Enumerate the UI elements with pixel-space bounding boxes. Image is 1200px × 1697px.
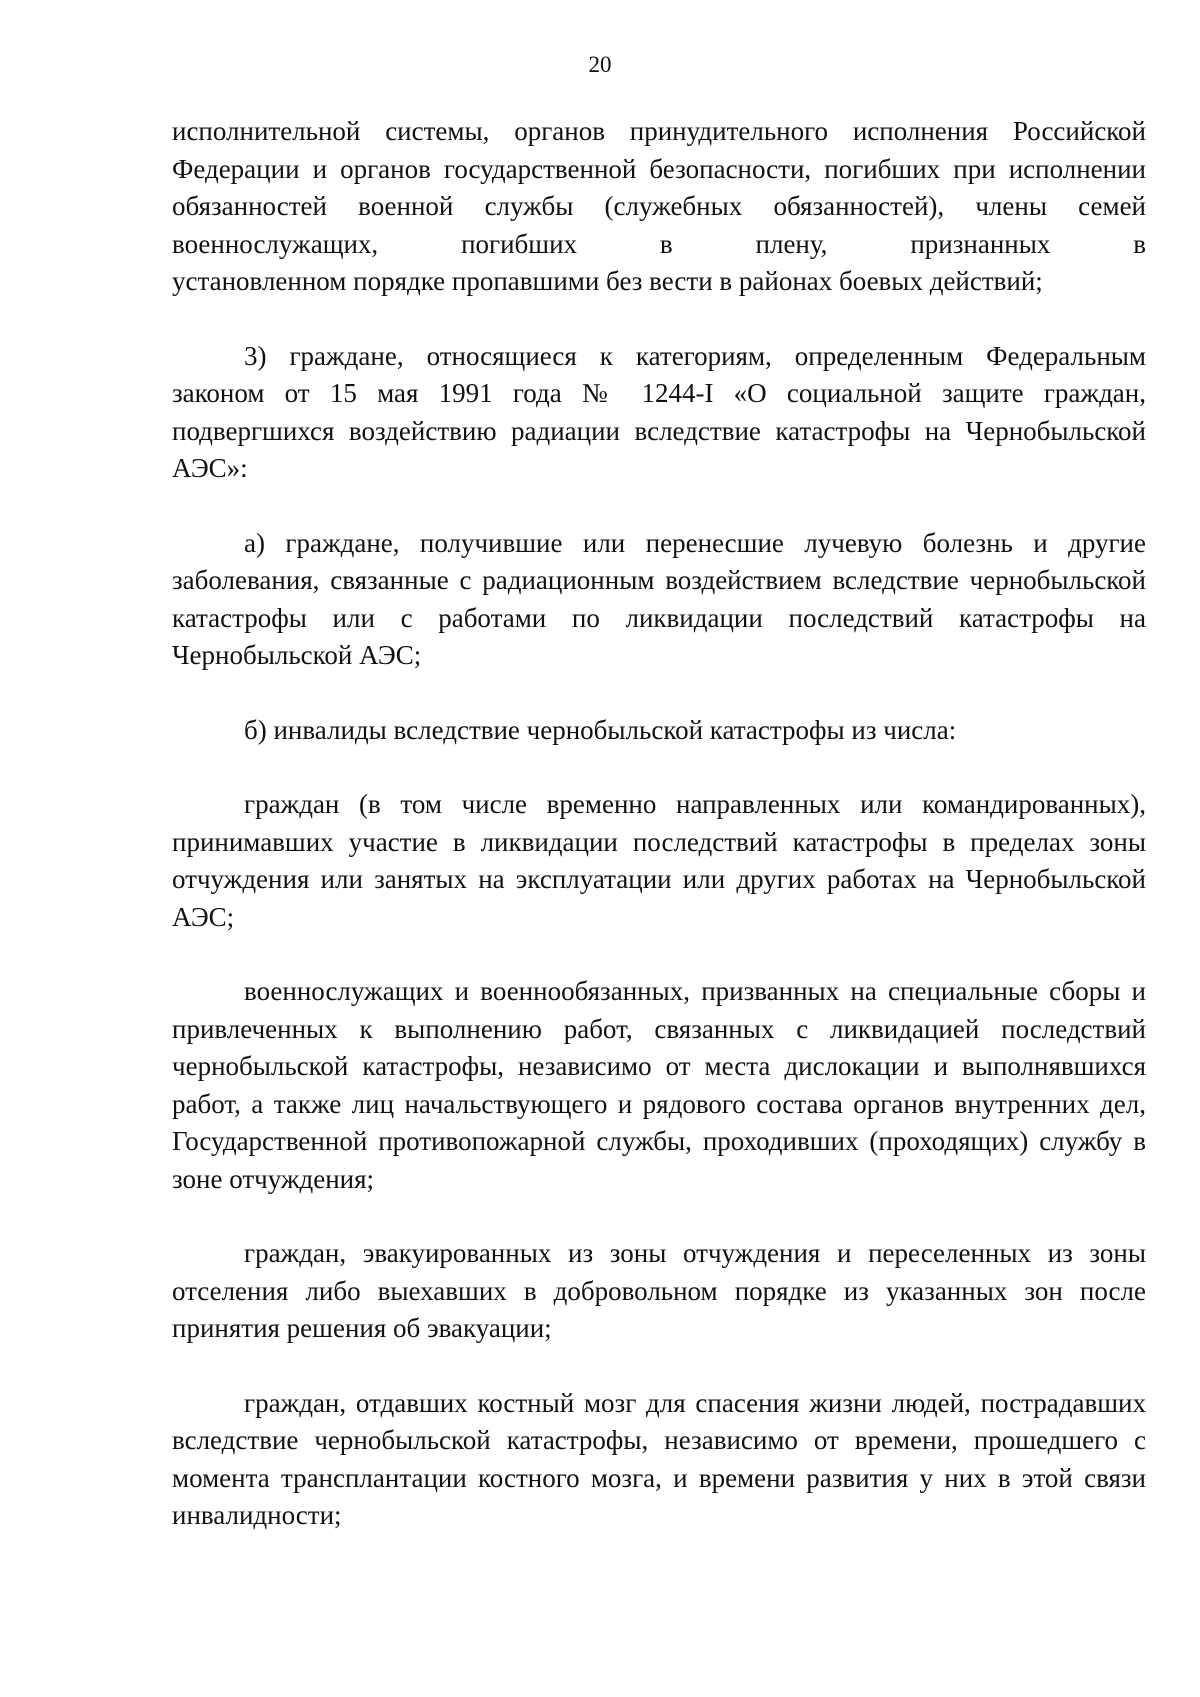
document-body — [172, 113, 1146, 1572]
paragraph-bone-marrow-donors: граждан, отдавших костный мозг для спасения жизни людей, пострадавших вследствие чернобыльской катастрофы, независимо от времени, прошедшего с момента трансплантации костного мозга, и времени развития у них в этой связи инвалидности; — [172, 1387, 1146, 1530]
paragraph-continuation: исполнительной системы, органов принудительного исполнения Российской Федерации и органов государственной безопасности, погибших при исполнении обязанностей военной службы (служебных обязанностей), члены семей военнослужащих, погибших в плену, признанных в — [172, 116, 1146, 259]
paragraph-continuation-last-line: установленном порядке пропавшими без вести в районах боевых действий; — [172, 266, 1043, 296]
paragraph-evacuated-citizens: граждан, эвакуированных из зоны отчуждения и переселенных из зоны отселения либо выехавших в добровольном порядке из указанных зон после принятия решения об эвакуации; — [172, 1238, 1146, 1343]
paragraph-subitem-a: а) граждане, получившие или перенесшие лучевую болезнь и другие заболевания, связанные с радиационным воздействием вследствие чернобыльской катастрофы или с работами по ликвидации последствий катастрофы на Чернобыльской АЭС; — [172, 527, 1146, 670]
paragraph-item-3: 3) граждане, относящиеся к категориям, определенным Федеральным законом от 15 мая 1991 года № 1244-I «О социальной защите граждан, подвергшихся воздействию радиации вследствие катастрофы на Чернобыльской АЭС»: — [172, 340, 1146, 483]
paragraph-citizens-liquidation: граждан (в том числе временно направленных или командированных), принимавших участие в ликвидации последствий катастрофы в пределах зоны отчуждения или занятых на эксплуатации или других работах на Чернобыльской АЭС; — [172, 789, 1146, 932]
paragraph-military-personnel: военнослужащих и военнообязанных, призванных на специальные сборы и привлеченных к выполнению работ, связанных с ликвидацией последствий чернобыльской катастрофы, независимо от места дислокации и выполнявшихся работ, а также лиц начальствующего и рядового состава органов внутренних дел, Государственной противопожарной службы, проходивших (проходящих) службу в зоне отчуждения; — [172, 976, 1146, 1194]
paragraph-subitem-b: б) инвалиды вследствие чернобыльской катастрофы из числа: — [244, 714, 957, 745]
page-number: 20 — [588, 52, 612, 77]
